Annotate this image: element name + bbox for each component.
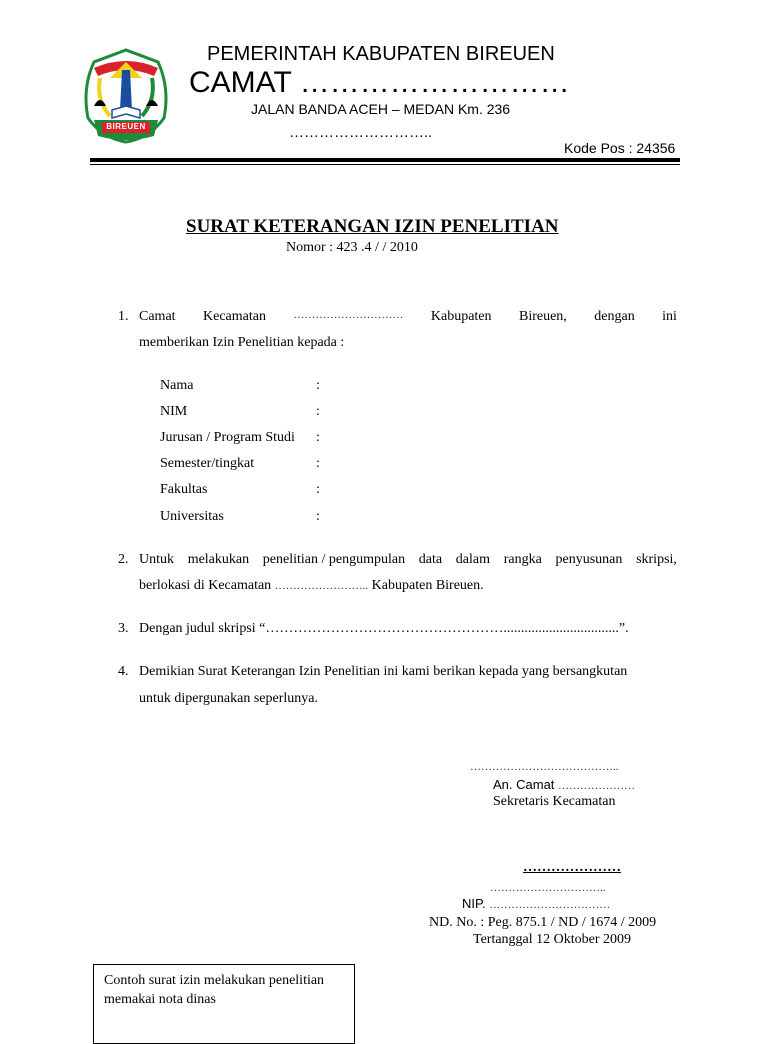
item-2-kecamatan-dots: …………………….. [274, 580, 369, 592]
item-1-word: dengan [594, 309, 635, 324]
item-1-number: 1. [118, 309, 129, 324]
signature-an-camat-dots: ………………… [558, 780, 636, 792]
item-1-word: Bireuen, [518, 309, 567, 324]
signature-an-camat [493, 777, 635, 794]
item-2-word: data [418, 552, 443, 567]
signature-name-dots: ………………… [523, 860, 621, 875]
item-1-word: ini [662, 309, 677, 324]
item-2-word: penyusunan [555, 552, 623, 567]
item-2-line-2-start: berlokasi di Kecamatan [139, 578, 275, 593]
note-line-1: Contoh surat izin melakukan penelitian [104, 973, 325, 988]
item-2-word: rangka [503, 552, 542, 567]
field-label-jurusan: Jurusan / Program Studi [160, 430, 295, 445]
item-4-line-2: untuk dipergunakan seperlunya. [139, 691, 318, 706]
letterhead-rule-thin [90, 164, 680, 165]
item-1-word: Kecamatan [203, 309, 266, 324]
logo-label: BIREUEN [106, 122, 146, 131]
item-2-line-2 [139, 578, 484, 594]
letterhead-rule-thick [90, 158, 680, 162]
item-4-line-1: Demikian Surat Keterangan Izin Penelitian ini kami berikan kepada yang bersangkutan [139, 664, 628, 679]
note-line-2: memakai nota dinas [104, 992, 216, 1007]
signature-place-date-dots: ………………………………….. [470, 761, 619, 773]
signature-sekretaris: Sekretaris Kecamatan [493, 794, 616, 809]
document-number: Nomor : 423 .4 / / 2010 [286, 240, 418, 255]
field-colon: : [316, 430, 320, 445]
item-1-line-2: memberikan Izin Penelitian kepada : [139, 335, 345, 350]
letterhead-postal-code: Kode Pos : 24356 [564, 140, 676, 156]
signature-nd-number: ND. No. : Peg. 875.1 / ND / 1674 / 2009 [429, 915, 657, 930]
signature-an-camat-label: An. Camat [493, 777, 559, 792]
letterhead-address: JALAN BANDA ACEH – MEDAN Km. 236 [251, 101, 511, 117]
signature-name-dots-2: ………………………….. [490, 882, 606, 894]
field-label-fakultas: Fakultas [160, 482, 208, 497]
signature-nip [462, 896, 610, 913]
item-2-word: Untuk [139, 552, 174, 567]
signature-date: Tertanggal 12 Oktober 2009 [473, 932, 632, 947]
item-1-word: Kabupaten [430, 309, 492, 324]
field-label-nama: Nama [160, 378, 194, 393]
example-note-box [93, 964, 355, 1044]
field-colon: : [316, 404, 320, 419]
field-label-universitas: Universitas [160, 509, 224, 524]
letterhead-address-dots: ……………………….. [289, 124, 433, 141]
item-2-word: dalam [455, 552, 491, 567]
letterhead-government: PEMERINTAH KABUPATEN BIREUEN [207, 43, 555, 65]
field-colon: : [316, 456, 320, 471]
item-1-kecamatan-dots: ………………………… [293, 309, 404, 321]
field-label-semester: Semester/tingkat [160, 456, 255, 471]
item-1-word: Camat [139, 309, 176, 324]
item-3-number: 3. [118, 621, 129, 636]
letterhead-camat: CAMAT ……………………… [189, 66, 570, 99]
item-3-text: Dengan judul skripsi “…………………………………………….................................”. [139, 621, 629, 636]
signature-nip-dots: …………………………… [489, 899, 611, 911]
field-colon: : [316, 509, 320, 524]
item-2-line-1 [139, 552, 677, 568]
field-colon: : [316, 482, 320, 497]
field-label-nim: NIM [160, 404, 188, 419]
item-2-word: skripsi, [636, 552, 677, 567]
item-2-word: penelitian / pengumpulan [262, 552, 406, 567]
item-1-line-1 [139, 309, 677, 325]
item-4-number: 4. [118, 664, 129, 679]
field-colon: : [316, 378, 320, 393]
document-title: SURAT KETERANGAN IZIN PENELITIAN [186, 216, 559, 237]
item-2-line-2-end: Kabupaten Bireuen. [368, 578, 484, 593]
signature-nip-label: NIP. [462, 896, 490, 911]
item-2-number: 2. [118, 552, 129, 567]
item-2-word: melakukan [187, 552, 250, 567]
